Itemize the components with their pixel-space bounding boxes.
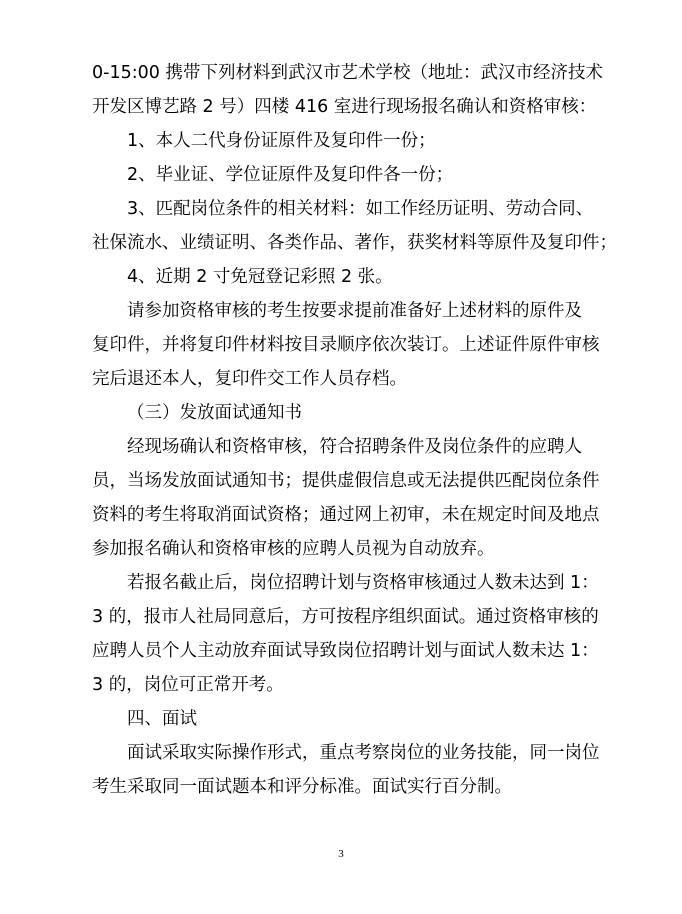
list-item: 2、毕业证、学位证原件及复印件各一份；: [127, 165, 454, 185]
text-line: 参加报名确认和资格审核的应聘人员视为自动放弃。: [92, 539, 495, 559]
text-line: 完后退还本人，复印件交工作人员存档。: [92, 369, 407, 389]
text-line: 社保流水、业绩证明、各类作品、著作，获奖材料等原件及复印件；: [92, 233, 617, 253]
text-line: 3 的，岗位可正常开考。: [92, 675, 284, 695]
list-item: 1、本人二代身份证原件及复印件一份；: [127, 131, 436, 151]
section-heading: 四、面试: [127, 709, 197, 729]
page-number: 3: [338, 848, 344, 860]
text-line: 资料的考生将取消面试资格；通过网上初审，未在规定时间及地点: [92, 505, 600, 525]
text-line: 开发区博艺路 2 号）四楼 416 室进行现场报名确认和资格审核：: [92, 97, 597, 117]
list-item: 3、匹配岗位条件的相关材料：如工作经历证明、劳动合同、: [127, 199, 594, 219]
text-line: 考生采取同一面试题本和评分标准。面试实行百分制。: [92, 777, 512, 797]
text-line: 员，当场发放面试通知书；提供虚假信息或无法提供匹配岗位条件: [92, 471, 600, 491]
text-line: 应聘人员个人主动放弃面试导致岗位招聘计划与面试人数未达 1：: [92, 641, 599, 661]
text-line: 复印件，并将复印件材料按目录顺序依次装订。上述证件原件审核: [92, 335, 600, 355]
paragraph-line: 经现场确认和资格审核，符合招聘条件及岗位条件的应聘人: [127, 437, 582, 457]
text-line: 0-15:00 携带下列材料到武汉市艺术学校（地址：武汉市经济技术: [92, 63, 603, 83]
paragraph-line: 面试采取实际操作形式，重点考察岗位的业务技能，同一岗位: [127, 743, 600, 763]
paragraph-line: 请参加资格审核的考生按要求提前准备好上述材料的原件及: [127, 301, 582, 321]
section-heading: （三）发放面试通知书: [127, 403, 302, 423]
text-line: 3 的，报市人社局同意后，方可按程序组织面试。通过资格审核的: [92, 607, 599, 627]
list-item: 4、近期 2 寸免冠登记彩照 2 张。: [127, 267, 393, 287]
paragraph-line: 若报名截止后，岗位招聘计划与资格审核通过人数未达到 1：: [127, 573, 599, 593]
